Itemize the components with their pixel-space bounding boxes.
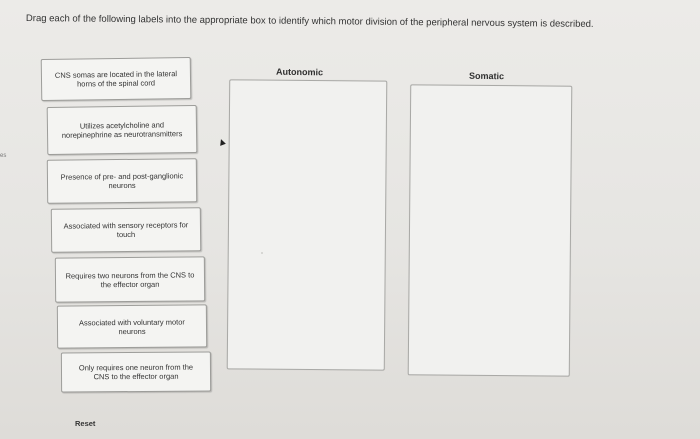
label-text: Associated with sensory receptors for touch bbox=[63, 220, 189, 240]
speck bbox=[261, 252, 263, 254]
draggable-label-cns-somas[interactable] bbox=[41, 57, 192, 101]
autonomic-drop-zone[interactable] bbox=[227, 79, 388, 370]
autonomic-title: Autonomic bbox=[275, 66, 324, 78]
label-text: Only requires one neuron from the CNS to the effector organ bbox=[78, 362, 194, 382]
instructions-text: Drag each of the following labels into the appropriate box to identify which motor division of the peripheral nervous system is described. bbox=[25, 13, 594, 30]
somatic-drop-zone[interactable] bbox=[408, 84, 573, 376]
somatic-title: Somatic bbox=[468, 70, 505, 82]
label-text: Requires two neurons from the CNS to the effector organ bbox=[65, 269, 195, 289]
draggable-label-one-neuron[interactable] bbox=[61, 351, 211, 392]
draggable-label-two-neurons[interactable] bbox=[55, 256, 205, 302]
label-text: CNS somas are located in the lateral horns of the spinal cord bbox=[54, 69, 178, 89]
draggable-label-acetylcholine-norepinephrine[interactable] bbox=[47, 105, 198, 155]
reset-button[interactable]: Reset bbox=[75, 419, 96, 428]
clipped-edge-text: es bbox=[0, 153, 7, 159]
draggable-label-voluntary-motor[interactable] bbox=[57, 304, 207, 348]
label-text: Presence of pre- and post-ganglionic neurons bbox=[60, 171, 184, 191]
draggable-label-pre-post-ganglionic[interactable] bbox=[47, 158, 197, 204]
draggable-label-sensory-receptors[interactable] bbox=[51, 207, 201, 253]
mouse-cursor-icon bbox=[218, 138, 226, 146]
label-text: Associated with voluntary motor neurons bbox=[78, 317, 185, 336]
label-text: Utilizes acetylcholine and norepinephrine as neurotransmitters bbox=[61, 120, 183, 140]
